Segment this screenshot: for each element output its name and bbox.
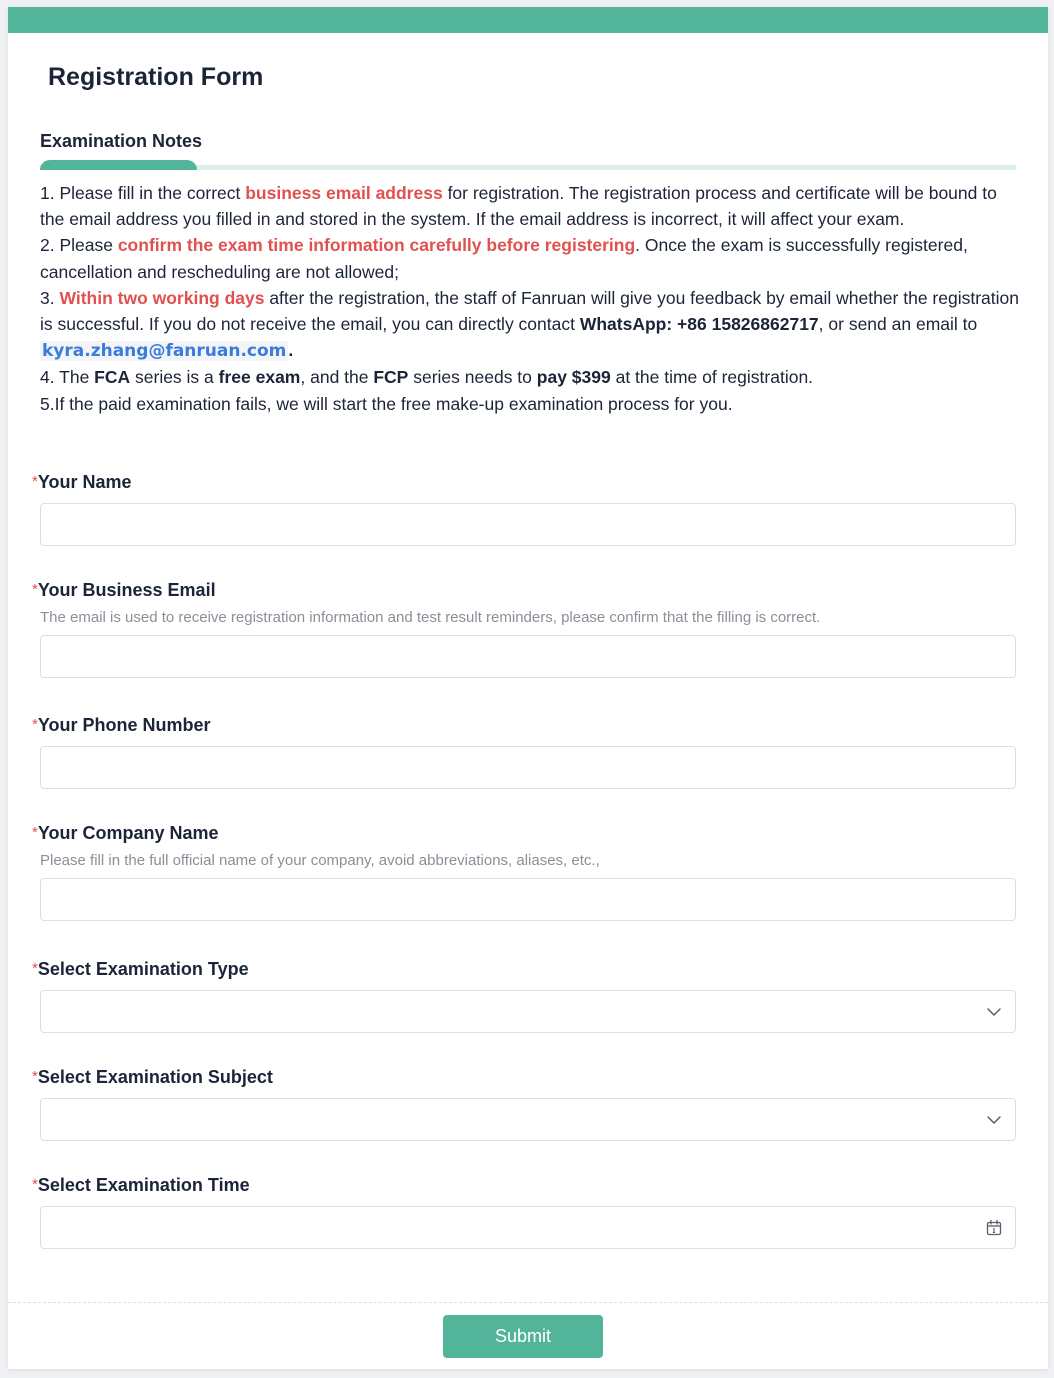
- field-business-email: [32, 579, 1016, 678]
- field-label: Select Examination Subject: [37, 1067, 273, 1087]
- email-input[interactable]: [41, 636, 1015, 677]
- chevron-down-icon[interactable]: [985, 1111, 1003, 1129]
- notes-heading-accent: [40, 160, 197, 170]
- examination-notes: [40, 180, 1020, 417]
- examination-time-picker[interactable]: [40, 1206, 1016, 1249]
- note-highlight: confirm the exam time information carefully before registering: [117, 235, 636, 256]
- required-mark: *: [32, 1176, 38, 1193]
- phone-input-box[interactable]: [40, 746, 1016, 789]
- field-examination-subject: [32, 1066, 1016, 1141]
- field-hint: Please fill in the full official name of your company, avoid abbreviations, aliases, etc.,: [40, 852, 600, 869]
- field-examination-time: [32, 1174, 1016, 1249]
- field-examination-type: [32, 958, 1016, 1033]
- field-label: Your Company Name: [37, 823, 219, 843]
- top-accent-bar: [8, 7, 1048, 33]
- contact-email-link[interactable]: kyra.zhang@fanruan.com: [42, 341, 287, 362]
- note-highlight: business email address: [245, 183, 443, 203]
- required-mark: *: [32, 716, 38, 733]
- calendar-icon[interactable]: [985, 1219, 1003, 1237]
- notes-heading: Examination Notes: [40, 131, 203, 151]
- name-input-box[interactable]: [40, 503, 1016, 546]
- registration-card: [8, 7, 1048, 1369]
- required-mark: *: [32, 1068, 38, 1085]
- field-phone-number: [32, 714, 1016, 789]
- field-label: Your Phone Number: [37, 715, 211, 735]
- field-your-name: [32, 471, 1016, 546]
- note-item-3: 3. Within two working days after the registration, the staff of Fanruan will give you feedback by email whether the registration is successful. If you do not receive the email, you can directly contact WhatsApp: +86 15826862717, or send an email to kyra.zhang@fanruan.com .: [40, 287, 1019, 362]
- company-input[interactable]: [41, 879, 1015, 920]
- note-highlight: Within two working days: [59, 287, 265, 308]
- field-company-name: [32, 822, 1016, 921]
- required-mark: *: [32, 473, 38, 490]
- chevron-down-icon[interactable]: [985, 1003, 1003, 1021]
- field-label: Select Examination Type: [37, 959, 249, 979]
- field-label: Your Business Email: [37, 580, 216, 600]
- note-item-5: 5.If the paid examination fails, we will start the free make-up examination process for you.: [40, 393, 733, 414]
- phone-input[interactable]: [41, 747, 1015, 788]
- examination-subject-select[interactable]: [40, 1098, 1016, 1141]
- whatsapp-contact: WhatsApp: +86 15826862717: [579, 314, 819, 335]
- note-item-2: 2. Please confirm the exam time information carefully before registering. Once the exam is successfully registered, cancellation and rescheduling are not allowed;: [40, 235, 968, 282]
- note-item-1: 1. Please fill in the correct business email address for registration. The registration process and certificate will be bound to the email address you filled in and stored in the system. If the email address is incorrect, it will affect your exam.: [40, 183, 997, 230]
- footer-divider: [8, 1302, 1048, 1303]
- name-input[interactable]: [41, 504, 1015, 545]
- submit-button[interactable]: Submit: [443, 1315, 603, 1358]
- required-mark: *: [32, 824, 38, 841]
- page-title: Registration Form: [48, 63, 264, 91]
- required-mark: *: [32, 960, 38, 977]
- company-input-box[interactable]: [40, 878, 1016, 921]
- note-item-4: 4. The FCA series is a free exam, and the FCP series needs to pay $399 at the time of registration.: [40, 367, 814, 388]
- field-label: Your Name: [37, 472, 132, 492]
- required-mark: *: [32, 581, 38, 598]
- field-label: Select Examination Time: [37, 1175, 250, 1195]
- field-hint: The email is used to receive registration information and test result reminders, please confirm that the filling is correct.: [40, 609, 821, 626]
- email-input-box[interactable]: [40, 635, 1016, 678]
- examination-type-select[interactable]: [40, 990, 1016, 1033]
